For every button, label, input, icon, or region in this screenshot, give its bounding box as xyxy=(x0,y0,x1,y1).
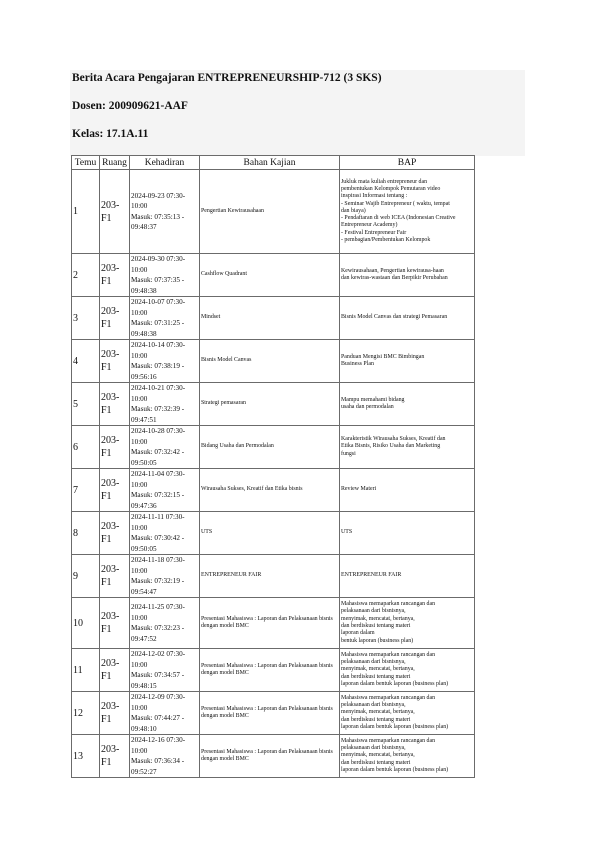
topic-cell: Presentasi Mahasiswa : Laporan dan Pelaksanaan bisnis dengan model BMC xyxy=(200,692,340,735)
table-row xyxy=(72,340,475,383)
attendance-check-in: Masuk: 07:32:23 - 09:47:52 xyxy=(131,624,185,643)
attendance-check-in: Masuk: 07:32:39 - 09:47:51 xyxy=(131,405,185,424)
attendance-check-in: Masuk: 07:32:42 - 09:50:05 xyxy=(131,448,185,467)
bap-line: laporan dalam bentuk laporan (business plan) xyxy=(341,766,449,773)
topic-cell: Bisnis Model Canvas xyxy=(200,340,340,383)
attendance-schedule: 2024-12-16 07:30-10:00 xyxy=(131,736,186,755)
attendance-cell xyxy=(130,426,200,469)
attendance-schedule: 2024-11-11 07:30-10:00 xyxy=(131,513,185,532)
topic-cell: Mindset xyxy=(200,297,340,340)
table-row xyxy=(72,512,475,555)
attendance-cell xyxy=(130,735,200,778)
meeting-number: 6 xyxy=(72,426,100,469)
attendance-cell xyxy=(130,170,200,254)
bap-line: - Festival Entrepreneur Fair xyxy=(341,229,407,236)
table-header-row xyxy=(72,156,475,170)
room-code: 203-F1 xyxy=(100,297,130,340)
bap-line: laporan dalam bentuk laporan (business plan) xyxy=(341,723,449,730)
bap-cell xyxy=(340,297,475,340)
meeting-number: 3 xyxy=(72,297,100,340)
attendance-check-in: Masuk: 07:30:42 - 09:50:05 xyxy=(131,534,185,553)
column-header-temu: Temu xyxy=(72,156,100,170)
topic-cell: ENTREPRENEUR FAIR xyxy=(200,555,340,598)
bap-cell xyxy=(340,383,475,426)
bap-line: Mampu memahami bidang xyxy=(341,396,405,403)
attendance-cell xyxy=(130,512,200,555)
topic-cell: Bidang Usaha dan Permodalan xyxy=(200,426,340,469)
attendance-check-in: Masuk: 07:38:19 - 09:56:16 xyxy=(131,362,185,381)
bap-line: menyimak, mencatat, bertanya, xyxy=(341,752,415,759)
bap-line: Kewirausahaan, Pengertian kewirausa-haan xyxy=(341,267,444,274)
topic-cell: Pengertian Kewirausahaan xyxy=(200,170,340,254)
room-code: 203-F1 xyxy=(100,426,130,469)
topic-cell: Wirausaha Sukses, Kreatif dan Etika bisnis xyxy=(200,469,340,512)
bap-line: - pembagian/Pembentukan Kelompok xyxy=(341,237,431,244)
teaching-record-table xyxy=(71,155,475,778)
topic-cell: Cashflow Quadrant xyxy=(200,254,340,297)
attendance-check-in: Masuk: 07:31:25 - 09:48:38 xyxy=(131,319,185,338)
attendance-schedule: 2024-10-07 07:30-10:00 xyxy=(131,298,186,317)
attendance-cell xyxy=(130,692,200,735)
attendance-schedule: 2024-11-18 07:30-10:00 xyxy=(131,556,185,575)
bap-line: usaha dan permodalan xyxy=(341,404,394,410)
bap-cell xyxy=(340,692,475,735)
table-row xyxy=(72,297,475,340)
bap-cell xyxy=(340,254,475,297)
room-code: 203-F1 xyxy=(100,383,130,426)
table-row xyxy=(72,383,475,426)
attendance-schedule: 2024-10-28 07:30-10:00 xyxy=(131,427,186,446)
attendance-schedule: 2024-11-04 07:30-10:00 xyxy=(131,470,185,489)
attendance-cell xyxy=(130,598,200,649)
bap-line: inspirasi Informasi tentang : xyxy=(341,193,408,200)
table-row xyxy=(72,555,475,598)
bap-line: pelaksanaan dari bisnisnya, xyxy=(341,745,406,752)
bap-line: Business Plan xyxy=(341,361,374,367)
bap-cell xyxy=(340,426,475,469)
table-row xyxy=(72,170,475,254)
table-row xyxy=(72,426,475,469)
room-code: 203-F1 xyxy=(100,512,130,555)
bap-line: Panduan Mengisi BMC Bimbingan xyxy=(341,353,425,360)
attendance-schedule: 2024-09-30 07:30-10:00 xyxy=(131,255,186,274)
bap-line: menyimak, mencatat, bertanya, xyxy=(341,709,415,716)
attendance-schedule: 2024-11-25 07:30-10:00 xyxy=(131,603,185,622)
bap-line: Review Materi xyxy=(341,486,377,493)
bap-line: UTS xyxy=(341,529,353,536)
attendance-cell xyxy=(130,383,200,426)
attendance-cell xyxy=(130,649,200,692)
meeting-number: 7 xyxy=(72,469,100,512)
attendance-cell xyxy=(130,340,200,383)
bap-line: Mahasiswa memaparkan rancangan dan xyxy=(341,601,436,608)
meeting-number: 2 xyxy=(72,254,100,297)
attendance-check-in: Masuk: 07:36:34 - 09:52:27 xyxy=(131,757,185,776)
bap-line: menyimak, mencatat, bertanya, xyxy=(341,615,415,622)
attendance-schedule: 2024-12-02 07:30-10:00 xyxy=(131,650,186,669)
topic-cell: Presentasi Mahasiswa : Laporan dan Pelaksanaan bisnis dengan model BMC xyxy=(200,649,340,692)
bap-line: Bisnis Model Canvas dan strategi Pemasaran xyxy=(341,314,448,321)
bap-line: dan biaya) xyxy=(341,207,366,214)
meeting-number: 13 xyxy=(72,735,100,778)
room-code: 203-F1 xyxy=(100,170,130,254)
table-row xyxy=(72,735,475,778)
bap-line: bentuk laporan (business plan) xyxy=(341,637,414,644)
meeting-number: 4 xyxy=(72,340,100,383)
meeting-number: 1 xyxy=(72,170,100,254)
bap-cell xyxy=(340,735,475,778)
room-code: 203-F1 xyxy=(100,340,130,383)
bap-line: ENTREPRENEUR FAIR xyxy=(341,572,402,579)
room-code: 203-F1 xyxy=(100,469,130,512)
meeting-number: 9 xyxy=(72,555,100,598)
topic-cell: Strategi pemasaran xyxy=(200,383,340,426)
bap-cell xyxy=(340,170,475,254)
bap-line: dan berdiskusi tentang materi xyxy=(341,623,411,629)
room-code: 203-F1 xyxy=(100,254,130,297)
meeting-number: 10 xyxy=(72,598,100,649)
attendance-check-in: Masuk: 07:32:15 - 09:47:36 xyxy=(131,491,185,510)
meeting-number: 11 xyxy=(72,649,100,692)
room-code: 203-F1 xyxy=(100,598,130,649)
attendance-cell xyxy=(130,469,200,512)
bap-line: Mahasiswa memaparkan rancangan dan xyxy=(341,694,436,701)
room-code: 203-F1 xyxy=(100,692,130,735)
attendance-check-in: Masuk: 07:35:13 - 09:48:37 xyxy=(131,212,185,231)
attendance-check-in: Masuk: 07:37:35 - 09:48:38 xyxy=(131,276,185,295)
topic-cell: Presentasi Mahasiswa : Laporan dan Pelaksanaan bisnis dengan model BMC xyxy=(200,735,340,778)
bap-cell xyxy=(340,512,475,555)
column-header-kehadiran: Kehadiran xyxy=(130,156,200,170)
column-header-bap: BAP xyxy=(340,156,475,170)
bap-cell xyxy=(340,469,475,512)
bap-line: pembentukan Kelompok Pemutaran video xyxy=(341,185,441,192)
room-code: 203-F1 xyxy=(100,649,130,692)
bap-line: Mahasiswa memaparkan rancangan dan xyxy=(341,737,436,744)
bap-cell xyxy=(340,555,475,598)
meeting-number: 5 xyxy=(72,383,100,426)
table-row xyxy=(72,692,475,735)
class-label: Kelas: 17.1A.11 xyxy=(72,128,149,140)
lecturer-label: Dosen: 200909621-AAF xyxy=(72,100,188,112)
bap-line: pelaksanaan dari bisnisnya, xyxy=(341,608,406,615)
bap-line: pelaksanaan dari bisnisnya, xyxy=(341,659,406,666)
bap-line: - Seminar Wajib Entrepreneur ( waktu, tempat xyxy=(341,200,450,207)
topic-cell: Presentasi Mahasiswa : Laporan dan Pelaksanaan bisnis dengan model BMC xyxy=(200,598,340,649)
table-row xyxy=(72,598,475,649)
bap-cell xyxy=(340,598,475,649)
attendance-check-in: Masuk: 07:32:19 - 09:54:47 xyxy=(131,577,185,596)
table-row xyxy=(72,254,475,297)
attendance-cell xyxy=(130,254,200,297)
attendance-check-in: Masuk: 07:34:57 - 09:48:15 xyxy=(131,671,185,690)
topic-cell: UTS xyxy=(200,512,340,555)
column-header-ruang: Ruang xyxy=(100,156,130,170)
meeting-number: 12 xyxy=(72,692,100,735)
bap-line: menyimak, mencatat, bertanya, xyxy=(341,666,415,673)
bap-cell xyxy=(340,340,475,383)
bap-line: Mahasiswa memaparkan rancangan dan xyxy=(341,651,436,658)
document-title: Berita Acara Pengajaran ENTREPRENEURSHIP-712 (3 SKS) xyxy=(72,72,382,84)
table-row xyxy=(72,649,475,692)
attendance-schedule: 2024-12-09 07:30-10:00 xyxy=(131,693,186,712)
attendance-check-in: Masuk: 07:44:27 - 09:48:10 xyxy=(131,714,185,733)
bap-line: pelaksanaan dari bisnisnya, xyxy=(341,702,406,709)
document-header xyxy=(70,70,525,156)
attendance-schedule: 2024-10-14 07:30-10:00 xyxy=(131,341,186,360)
bap-line: laporan dalam bentuk laporan (business plan) xyxy=(341,680,449,687)
bap-line: laporan dalam xyxy=(341,630,375,637)
column-header-bahan-kajian: Bahan Kajian xyxy=(200,156,340,170)
bap-line: - Pendaftaran di web ICEA (Indonesian Creative xyxy=(341,215,456,222)
bap-line: Jukluk mata kuliah entrepreneur dan xyxy=(341,178,428,185)
bap-line: Entrepreneur Academy) xyxy=(341,222,398,229)
attendance-schedule: 2024-09-23 07:30-10:00 xyxy=(131,191,186,210)
bap-line: dan berdiskusi tentang materi xyxy=(341,716,411,723)
table-row xyxy=(72,469,475,512)
room-code: 203-F1 xyxy=(100,735,130,778)
bap-line: dan berdiskusi tentang materi xyxy=(341,673,411,680)
bap-line: Etika Bisnis, Risiko Usaha dan Marketing xyxy=(341,443,441,450)
bap-line: Karakteristik Wirausaha Sukses, Kreatif dan xyxy=(341,436,446,443)
bap-cell xyxy=(340,649,475,692)
attendance-cell xyxy=(130,297,200,340)
attendance-schedule: 2024-10-21 07:30-10:00 xyxy=(131,384,186,403)
attendance-cell xyxy=(130,555,200,598)
meeting-number: 8 xyxy=(72,512,100,555)
room-code: 203-F1 xyxy=(100,555,130,598)
bap-line: dan berdiskusi tentang materi xyxy=(341,759,411,766)
bap-line: dan kewiras-wastaan dan Berpikir Perubahan xyxy=(341,275,448,281)
bap-line: fungsi xyxy=(341,450,356,457)
